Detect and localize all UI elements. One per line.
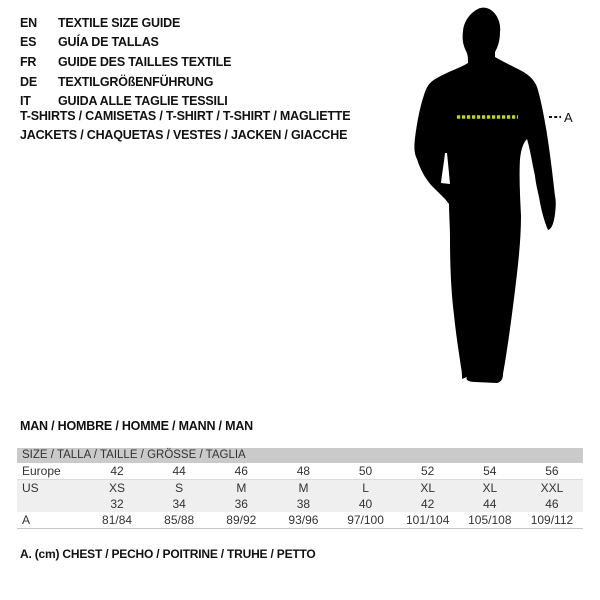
table-cell: 52: [421, 464, 435, 478]
table-cell: 46: [234, 464, 248, 478]
language-title: GUIDA ALLE TAGLIE TESSILI: [58, 94, 228, 109]
table-cell: 44: [483, 497, 497, 511]
row-label: US: [22, 481, 39, 495]
table-cell: 109/112: [530, 513, 574, 527]
table-cell: 48: [296, 464, 311, 478]
language-code: IT: [20, 94, 31, 109]
language-row-en: [20, 13, 231, 33]
table-cell: 34: [172, 497, 186, 511]
table-cell: 81/84: [102, 513, 133, 527]
table-cell: 101/104: [405, 513, 450, 527]
table-cell: 42: [110, 464, 124, 478]
table-cell: 50: [358, 464, 373, 478]
language-row-fr: [20, 52, 231, 72]
table-cell: 42: [421, 497, 435, 511]
table-row-europe: [17, 463, 583, 480]
table-cell: M: [298, 481, 309, 495]
table-cell: 36: [234, 497, 248, 511]
language-title-block: [20, 13, 231, 111]
table-cell: XL: [482, 481, 498, 495]
table-cell: 93/96: [288, 513, 319, 527]
table-cell: L: [362, 481, 369, 495]
language-title: GUÍA DE TALLAS: [58, 35, 159, 50]
measurement-footnote: A. (cm) CHEST / PECHO / POITRINE / TRUHE / PETTO: [20, 547, 316, 561]
table-cell: 56: [545, 464, 559, 478]
language-code: FR: [20, 54, 37, 69]
row-label: Europe: [22, 464, 61, 478]
table-cell: 38: [296, 497, 311, 511]
size-table-header: SIZE / TALLA / TAILLE / GRÖSSE / TAGLIA: [17, 448, 583, 463]
language-row-es: [20, 33, 231, 53]
category-jackets: JACKETS / CHAQUETAS / VESTES / JACKEN / GIACCHE: [20, 128, 348, 142]
category-tshirts: T-SHIRTS / CAMISETAS / T-SHIRT / T-SHIRT / MAGLIETTE: [20, 109, 351, 123]
table-row-numeric: [17, 496, 583, 512]
table-cell: XS: [109, 481, 126, 495]
table-cell: 32: [110, 497, 124, 511]
silhouette-svg: [400, 0, 600, 400]
garment-category-block: [20, 107, 350, 145]
language-code: DE: [20, 74, 37, 89]
section-title-man: MAN / HOMBRE / HOMME / MANN / MAN: [20, 419, 253, 433]
table-cell: 97/100: [347, 513, 384, 527]
row-label: A: [22, 513, 31, 527]
language-code: EN: [20, 15, 37, 30]
table-cell: 46: [545, 497, 559, 511]
table-row-us: [17, 480, 583, 496]
table-cell: XL: [420, 481, 436, 495]
measure-label-a: A: [564, 110, 573, 125]
table-cell: 40: [358, 497, 373, 511]
table-row-chest-a: [17, 512, 583, 529]
table-cell: 105/108: [468, 513, 512, 527]
language-row-de: [20, 72, 231, 92]
table-cell: S: [175, 481, 184, 495]
table-cell: 44: [172, 464, 186, 478]
table-cell: 85/88: [164, 513, 195, 527]
size-table: [17, 448, 583, 529]
table-cell: XXL: [540, 481, 564, 495]
man-silhouette-figure: [400, 0, 600, 400]
language-title: TEXTILE SIZE GUIDE: [58, 15, 181, 30]
language-title: TEXTILGRÖßENFÜHRUNG: [58, 74, 214, 89]
table-cell: 89/92: [226, 513, 257, 527]
language-code: ES: [20, 35, 37, 50]
language-title: GUIDE DES TAILLES TEXTILE: [58, 54, 232, 69]
man-silhouette: [414, 8, 555, 383]
table-cell: M: [236, 481, 247, 495]
table-cell: 54: [483, 464, 497, 478]
